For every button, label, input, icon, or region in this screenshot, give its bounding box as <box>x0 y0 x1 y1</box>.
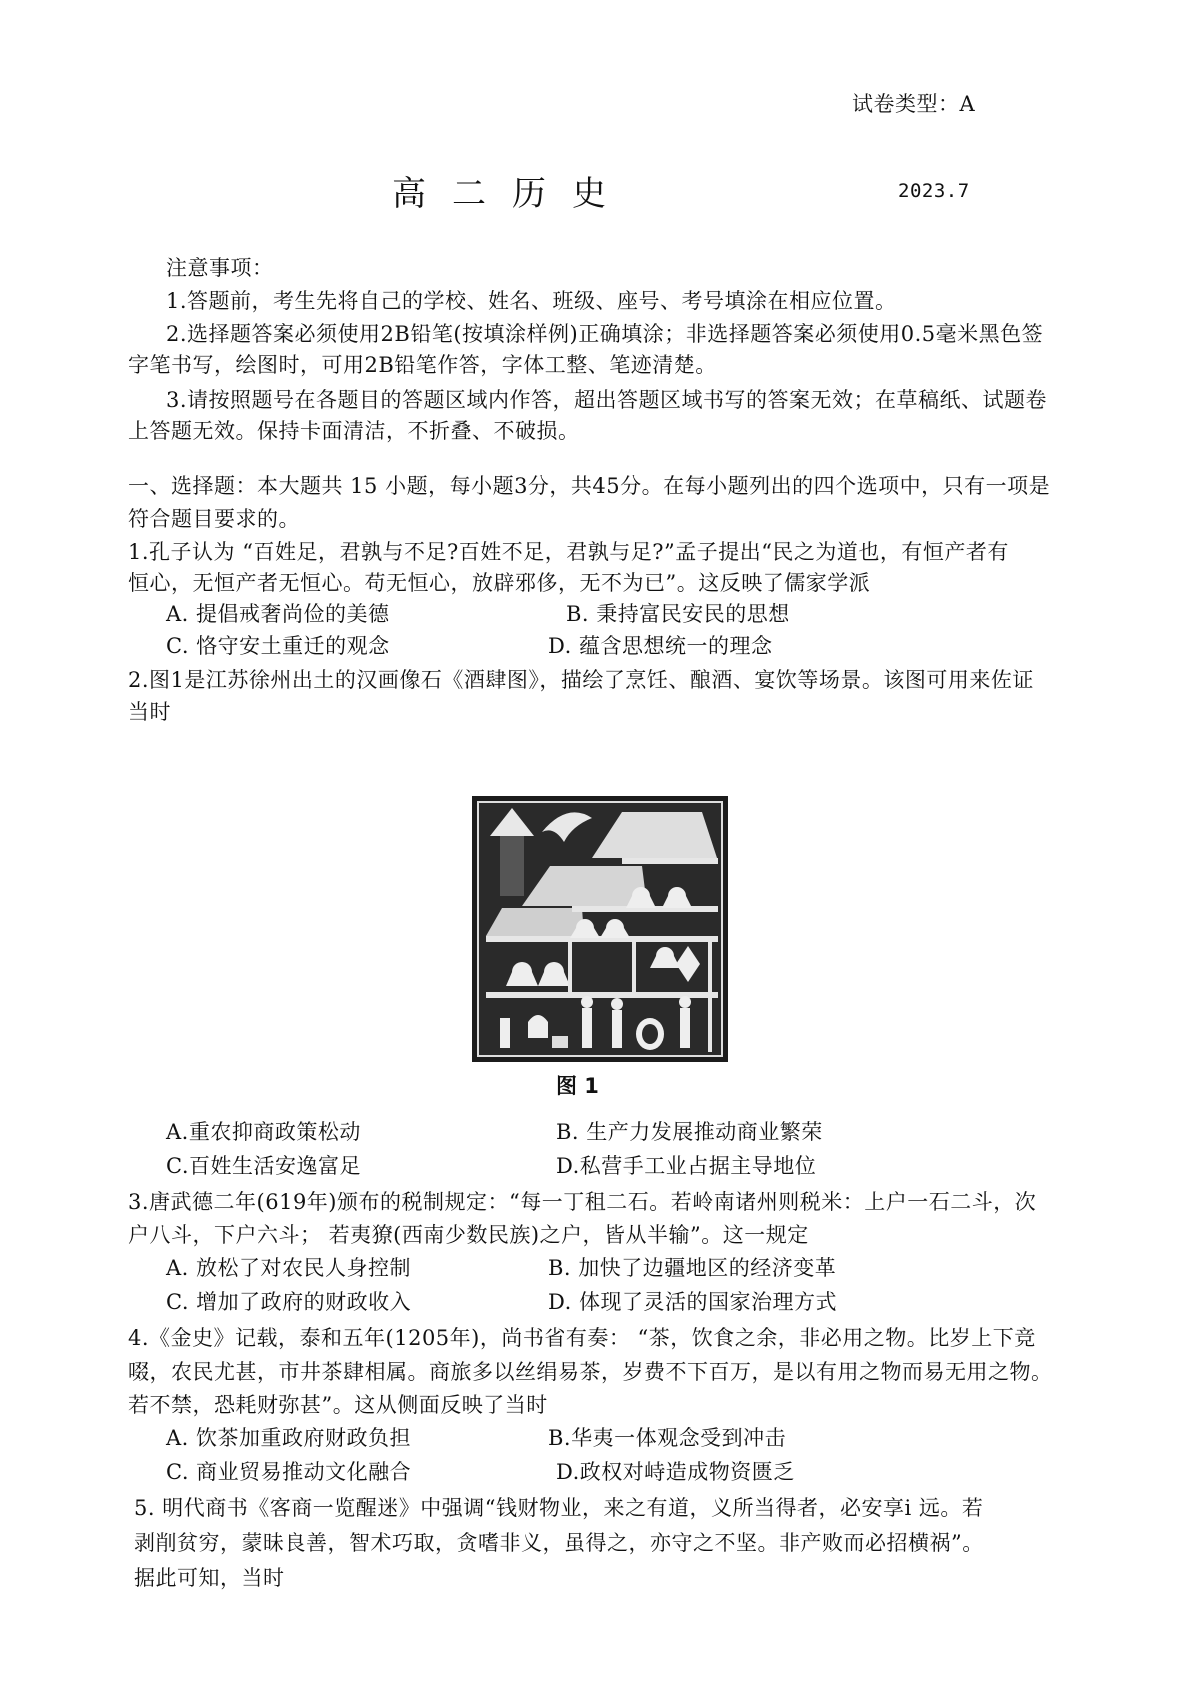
option-c: C. 增加了政府的财政收入 <box>166 1290 412 1314</box>
notice-heading: 注意事项： <box>166 256 274 280</box>
option-d: D.私营手工业占据主导地位 <box>556 1154 817 1178</box>
question-stem: 恒心，无恒产者无恒心。苟无恒心，放辟邪侈，无不为已”。这反映了儒家学派 <box>128 571 871 595</box>
section-heading-cont: 符合题目要求的。 <box>128 507 300 531</box>
page-title: 高二历史 <box>392 174 632 214</box>
question-stem: 5. 明代商书《客商一览醒迷》中强调“钱财物业，来之有道，义所当得者，必安享i 远。若 <box>134 1496 984 1520</box>
option-b: B.华夷一体观念受到冲击 <box>548 1426 787 1450</box>
question-stem: 2.图1是江苏徐州出土的汉画像石《酒肆图》，描绘了烹饪、酿酒、宴饮等场景。该图可用来佐证 <box>128 668 1034 692</box>
question-stem: 3.唐武德二年(619年)颁布的税制规定：“每一丁租二石。若岭南诸州则税米：上户一石二斗，次 <box>128 1190 1037 1214</box>
question-stem: 啜，农民尤甚，市井茶肆相属。商旅多以丝绢易茶，岁费不下百万，是以有用之物而易无用之物。 <box>128 1360 1053 1384</box>
option-d: D. 蕴含思想统一的理念 <box>548 634 773 658</box>
notice-item: 字笔书写，绘图时，可用2B铅笔作答，字体工整、笔迹清楚。 <box>128 353 717 377</box>
option-c: C. 商业贸易推动文化融合 <box>166 1460 412 1484</box>
question-stem: 4.《金史》记载，泰和五年(1205年)，尚书省有奏： “茶，饮食之余，非必用之物。比岁上下竞 <box>128 1326 1036 1350</box>
option-d: D. 体现了灵活的国家治理方式 <box>548 1290 837 1314</box>
option-a: A. 放松了对农民人身控制 <box>166 1256 412 1280</box>
question-stem: 户八斗，下户六斗； 若夷獠(西南少数民族)之户，皆从半输”。这一规定 <box>128 1223 809 1247</box>
paper-type-label: 试卷类型：A <box>852 92 976 116</box>
notice-item: 1.答题前，考生先将自己的学校、姓名、班级、座号、考号填涂在相应位置。 <box>166 289 897 313</box>
option-c: C.百姓生活安逸富足 <box>166 1154 361 1178</box>
option-b: B. 秉持富民安民的思想 <box>566 602 790 626</box>
option-a: A. 饮茶加重政府财政负担 <box>166 1426 412 1450</box>
option-d: D.政权对峙造成物资匮乏 <box>556 1460 795 1484</box>
option-a: A. 提倡戒奢尚俭的美德 <box>166 602 390 626</box>
question-stem: 当时 <box>128 700 171 724</box>
question-stem: 剥削贫穷，蒙昧良善，智术巧取，贪嗜非义，虽得之，亦守之不坚。非产败而必招横祸”。 <box>134 1531 984 1555</box>
option-b: B. 加快了边疆地区的经济变革 <box>548 1256 837 1280</box>
option-a: A.重农抑商政策松动 <box>166 1120 361 1144</box>
option-b: B. 生产力发展推动商业繁荣 <box>556 1120 823 1144</box>
question-stem: 据此可知，当时 <box>134 1566 285 1590</box>
exam-date: 2023.7 <box>898 180 970 202</box>
notice-item: 3.请按照题号在各题目的答题区域内作答，超出答题区域书写的答案无效；在草稿纸、试题卷 <box>166 388 1048 412</box>
figure-caption: 图 1 <box>556 1074 599 1098</box>
notice-item: 上答题无效。保持卡面清洁，不折叠、不破损。 <box>128 419 580 443</box>
section-heading: 一、选择题：本大题共 15 小题，每小题3分，共45分。在每小题列出的四个选项中，只有一项是 <box>128 474 1051 498</box>
question-stem: 若不禁，恐耗财弥甚”。这从侧面反映了当时 <box>128 1393 548 1417</box>
wine-shop-relief-image <box>472 796 728 1062</box>
question-stem: 1.孔子认为 “百姓足，君孰与不足?百姓不足，君孰与足?”孟子提出“民之为道也，有恒产者有 <box>128 540 1009 564</box>
option-c: C. 恪守安土重迁的观念 <box>166 634 390 658</box>
notice-item: 2.选择题答案必须使用2B铅笔(按填涂样例)正确填涂；非选择题答案必须使用0.5毫米黑色签 <box>166 322 1044 346</box>
